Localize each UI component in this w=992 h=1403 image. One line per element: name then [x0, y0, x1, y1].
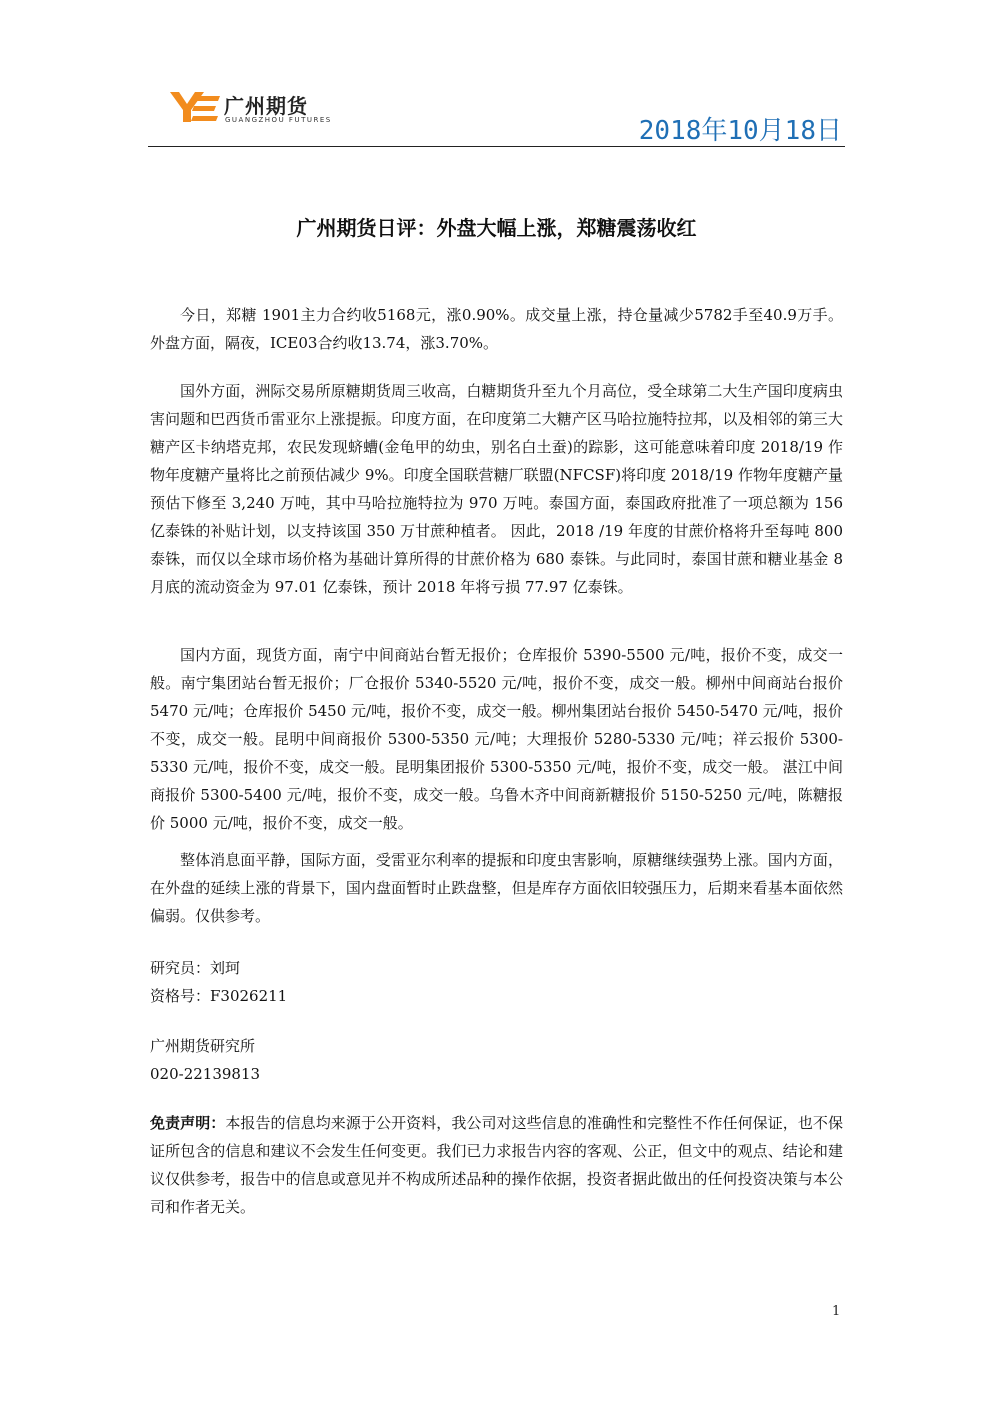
disclaimer-text: 本报告的信息均来源于公开资料，我公司对这些信息的准确性和完整性不作任何保证，也不保证所包含的信息和建议不会发生任何变更。我们已力求报告内容的客观、公正，但文中的观点、结论和建议仅供参考，报告中的信息或意见并不构成所述品种的操作依据，投资者据此做出的任何投资决策与本公司和作者无关。 — [150, 1114, 843, 1216]
logo-company-name: 广州期货 — [224, 94, 308, 118]
logo-company-name-en: GUANGZHOU FUTURES — [225, 116, 332, 124]
report-date: 2018年10月18日 — [638, 116, 842, 146]
header-divider — [148, 146, 845, 147]
researcher-name: 研究员：刘珂 — [150, 959, 241, 977]
logo-mark-icon — [170, 88, 220, 124]
disclaimer — [150, 1109, 843, 1221]
paragraph-outlook: 整体消息面平静，国际方面，受雷亚尔利率的提振和印度虫害影响，原糖继续强势上涨。国内方面，在外盘的延续上涨的背景下，国内盘面暂时止跌盘整，但是库存方面依旧较强压力，后期来看基本面依然偏弱。仅供参考。 — [150, 851, 843, 925]
company-logo — [170, 88, 360, 130]
researcher-certificate: 资格号：F3026211 — [150, 987, 288, 1005]
disclaimer-label: 免责声明： — [150, 1114, 226, 1132]
page-number: 1 — [832, 1304, 841, 1319]
paragraph-market-summary: 今日，郑糖 1901主力合约收5168元，涨0.90%。成交量上涨，持仓量减少5782手至40.9万手。外盘方面，隔夜，ICE03合约收13.74，涨3.70%。 — [150, 306, 843, 352]
paragraph-domestic-spot: 国内方面，现货方面，南宁中间商站台暂无报价；仓库报价 5390-5500 元/吨，报价不变，成交一般。南宁集团站台暂无报价；厂仓报价 5340-5520 元/吨，报价不变，成交一般。柳州中间商站台报价 5470 元/吨；仓库报价 5450 元/吨，报价不变，成交一般。柳州集团站台报价 5450-5470 元/吨，报价不变，成交一般。昆明中间商报价 5300-5350 元/吨；大理报价 5280-5330 元/吨；祥云报价 5300-5330 元/吨，报价不变，成交一般。昆明集团报价 5300-5350 元/吨，报价不变，成交一般。 湛江中间商报价 5300-5400 元/吨，报价不变，成交一般。乌鲁木齐中间商新糖报价 5150-5250 元/吨，陈糖报价 5000 元/吨，报价不变，成交一般。 — [150, 646, 843, 832]
institute-phone: 020-22139813 — [150, 1065, 261, 1083]
institute-name: 广州期货研究所 — [150, 1037, 256, 1055]
paragraph-international: 国外方面，洲际交易所原糖期货周三收高，白糖期货升至九个月高位，受全球第二大生产国印度病虫害问题和巴西货币雷亚尔上涨提振。印度方面，在印度第二大糖产区马哈拉施特拉邦，以及相邻的第三大糖产区卡纳塔克邦，农民发现蛴螬(金龟甲的幼虫，别名白土蚕)的踪影，这可能意味着印度 2018/19 作物年度糖产量将比之前预估减少 9%。印度全国联营糖厂联盟(NFCSF)将印度 2018/19 作物年度糖产量预估下修至 3,240 万吨，其中马哈拉施特拉为 970 万吨。泰国方面，泰国政府批准了一项总额为 156 亿泰铢的补贴计划，以支持该国 350 万甘蔗种植者。 因此，2018 /19 年度的甘蔗价格将升至每吨 800 泰铢，而仅以全球市场价格为基础计算所得的甘蔗价格为 680 泰铢。与此同时，泰国甘蔗和糖业基金 8 月底的流动资金为 97.01 亿泰铢，预计 2018 年将亏损 77.97 亿泰铢。 — [150, 382, 843, 596]
report-title: 广州期货日评：外盘大幅上涨，郑糖震荡收红 — [296, 216, 697, 240]
